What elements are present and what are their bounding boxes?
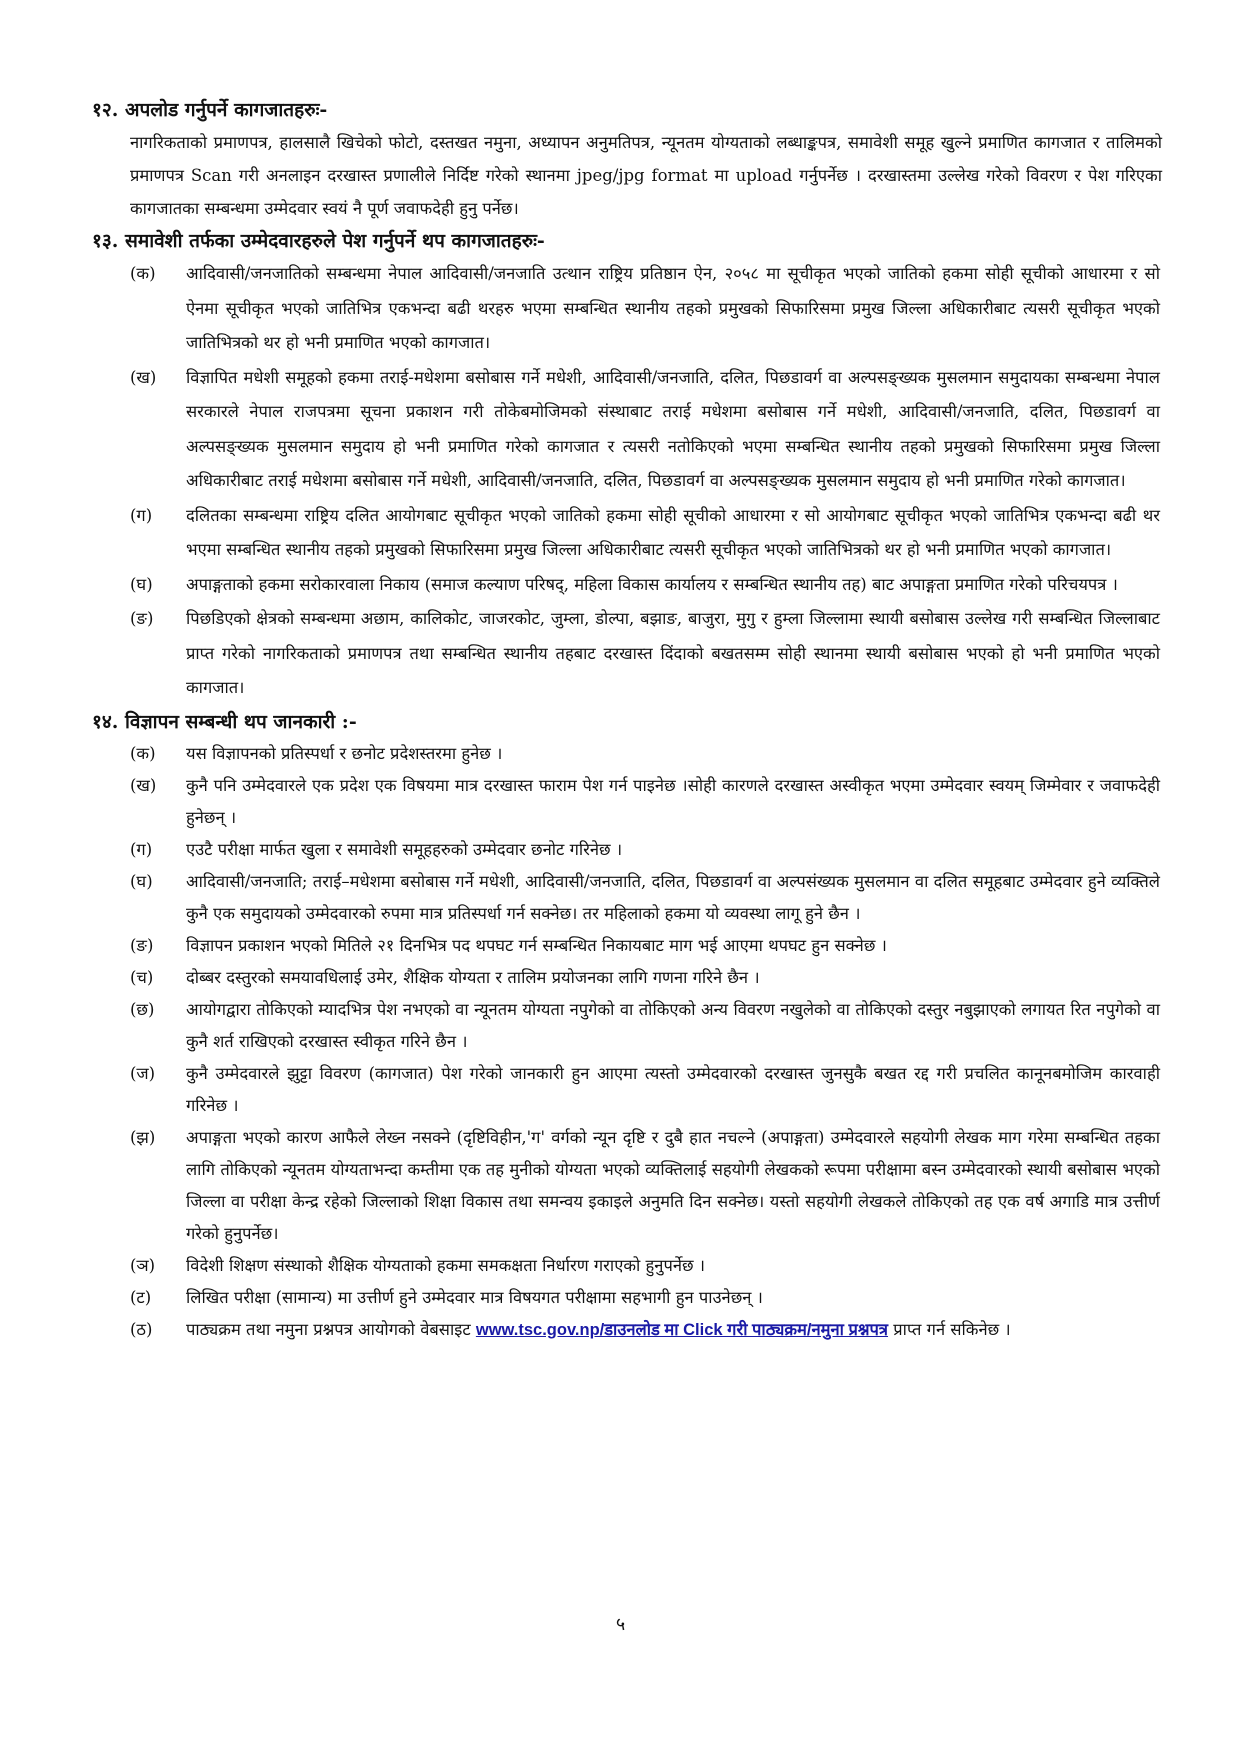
item-label: (झ)	[130, 1127, 156, 1147]
item-text: आदिवासी/जनजाति; तराई–मधेशमा बसोबास गर्ने मधेशी, आदिवासी/जनजाति, दलित, पिछडावर्ग वा अल्पसंख्यक मुसलमान वा दलित समूहबाट उम्मेदवार हुने व्यक्तिले कुनै एक समुदायको उम्मेदवारको रुपमा मात्र प्रतिस्पर्धा गर्न सक्नेछ। तर महिलाको हकमा यो व्यवस्था लागू हुने छैन ।	[186, 871, 1160, 923]
page-number: ५	[615, 1614, 626, 1635]
item-label: (ट)	[130, 1287, 152, 1307]
section-heading: १२. अपलोड गर्नुपर्ने कागजातहरुः-	[92, 99, 328, 121]
list-item	[92, 1314, 1162, 1346]
section-12	[92, 94, 1162, 225]
item-text: आदिवासी/जनजातिको सम्बन्धमा नेपाल आदिवासी/जनजाति उत्थान राष्ट्रिय प्रतिष्ठान ऐन, २०५८ मा सूचीकृत भएको जातिको हकमा सोही सूचीको आधारमा र सो ऐनमा सूचीकृत भएको जातिभित्र एकभन्दा बढी थरहरु भएमा सम्बन्धित स्थानीय तहको प्रमुखको सिफारिसमा प्रमुख जिल्ला अधिकारीबाट त्यसरी सूचीकृत भएको जातिभित्रको थर हो भनी प्रमाणित भएको कागजात।	[186, 264, 1160, 352]
item-label: (छ)	[130, 999, 155, 1019]
list-item	[92, 962, 1162, 994]
list-item	[92, 257, 1162, 361]
item-text: विज्ञापन प्रकाशन भएको मितिले २१ दिनभित्र पद थपघट गर्न सम्बन्धित निकायबाट माग भई आएमा थपघट हुन सक्नेछ ।	[186, 935, 887, 955]
item-text: विदेशी शिक्षण संस्थाको शैक्षिक योग्यताको हकमा समकक्षता निर्धारण गराएको हुनुपर्नेछ ।	[186, 1255, 706, 1275]
list-item	[92, 770, 1162, 834]
item-label: (घ)	[130, 871, 153, 891]
item-label: (ग)	[130, 839, 153, 859]
list-item	[92, 1122, 1162, 1250]
item-label: (ङ)	[130, 935, 154, 955]
item-label: (घ)	[130, 574, 153, 594]
item-label: (क)	[130, 743, 156, 763]
list-item	[92, 930, 1162, 962]
item-text: अपाङ्गता भएको कारण आफैले लेख्न नसक्ने (दृष्टिविहीन,'ग' वर्गको न्यून दृष्टि र दुबै हात नचल्ने (अपाङ्गता) उम्मेदवारले सहयोगी लेखक माग गरेमा सम्बन्धित तहका लागि तोकिएको न्यूनतम योग्यताभन्दा कम्तीमा एक तह मुनीको योग्यता भएको व्यक्तिलाई सहयोगी लेखकको रूपमा परीक्षामा बस्न उम्मेदवारको स्थायी बसोबास भएको जिल्ला वा परीक्षा केन्द्र रहेको जिल्लाको शिक्षा विकास तथा समन्वय इकाइले अनुमति दिन सक्नेछ। यस्तो सहयोगी लेखकले तोकिएको तह एक वर्ष अगाडि मात्र उत्तीर्ण गरेको हुनुपर्नेछ।	[186, 1127, 1160, 1243]
item-text: पिछडिएको क्षेत्रको सम्बन्धमा अछाम, कालिकोट, जाजरकोट, जुम्ला, डोल्पा, बझाङ, बाजुरा, मुगु र हुम्ला जिल्लामा स्थायी बसोबास उल्लेख गरी सम्बन्धित जिल्लाबाट प्राप्त गरेको नागरिकताको प्रमाणपत्र तथा सम्बन्धित स्थानीय तहबाट दरखास्त दिंदाको बखतसम्म सोही स्थानमा स्थायी बसोबास भएको हो भनी प्रमाणित भएको कागजात।	[186, 609, 1160, 697]
document-content	[92, 94, 1162, 1346]
item-text	[186, 1314, 1162, 1346]
item-label: (ङ)	[130, 609, 154, 628]
list-item	[92, 602, 1162, 706]
list-item	[92, 1282, 1162, 1314]
item-label: (ख)	[130, 775, 157, 795]
item-label: (च)	[130, 967, 154, 987]
item-text: अपाङ्गताको हकमा सरोकारवाला निकाय (समाज कल्याण परिषद्, महिला विकास कार्यालय र सम्बन्धित स्थानीय तह) बाट अपाङ्गता प्रमाणित गरेको परिचयपत्र ।	[186, 574, 1118, 594]
section-heading: १३. समावेशी तर्फका उम्मेदवारहरुले पेश गर्नुपर्ने थप कागजातहरुः-	[92, 230, 545, 252]
item-text: एउटै परीक्षा मार्फत खुला र समावेशी समूहहरुको उम्मेदवार छनोट गरिनेछ ।	[186, 839, 623, 859]
section-14	[92, 706, 1162, 1346]
section-heading: १४. विज्ञापन सम्बन्धी थप जानकारी :-	[92, 710, 357, 733]
item-text: लिखित परीक्षा (सामान्य) मा उत्तीर्ण हुने उम्मेदवार मात्र विषयगत परीक्षामा सहभागी हुन पाउनेछन् ।	[186, 1287, 763, 1307]
list-item	[92, 738, 1162, 770]
item-text: आयोगद्वारा तोकिएको म्यादभित्र पेश नभएको वा न्यूनतम योग्यता नपुगेको वा तोकिएको अन्य विवरण नखुलेको वा तोकिएको दस्तुर नबुझाएको लगायत रित नपुगेको वा कुनै शर्त राखिएको दरखास्त स्वीकृत गरिने छैन ।	[186, 999, 1160, 1051]
list-item	[92, 361, 1162, 499]
section-body: नागरिकताको प्रमाणपत्र, हालसालै खिचेको फोटो, दस्तखत नमुना, अध्यापन अनुमतिपत्र, न्यूनतम योग्यताको लब्धाङ्कपत्र, समावेशी समूह खुल्ने प्रमाणित कागजात र तालिमको प्रमाणपत्र Scan गरी अनलाइन दरखास्त प्रणालीले निर्दिष्ट गरेको स्थानमा jpeg/jpg format मा upload गर्नुपर्नेछ । दरखास्तमा उल्लेख गरेको विवरण र पेश गरिएका कागजातका सम्बन्धमा उम्मेदवार स्वयं नै पूर्ण जवाफदेही हुनु पर्नेछ।	[130, 133, 1162, 218]
list-item	[92, 866, 1162, 930]
item-text: विज्ञापित मधेशी समूहको हकमा तराई-मधेशमा बसोबास गर्ने मधेशी, आदिवासी/जनजाति, दलित, पिछडावर्ग वा अल्पसङ्ख्यक मुसलमान समुदायका सम्बन्धमा नेपाल सरकारले नेपाल राजपत्रमा सूचना प्रकाशन गरी तोकेबमोजिमको संस्थाबाट तराई मधेशमा बसोबास गर्ने मधेशी, आदिवासी/जनजाति, दलित, पिछडावर्ग वा अल्पसङ्ख्यक मुसलमान समुदाय हो भनी प्रमाणित गरेको कागजात र त्यसरी नतोकिएको भएमा सम्बन्धित स्थानीय तहको प्रमुखको सिफारिसमा प्रमुख जिल्ला अधिकारीबाट तराई मधेशमा बसोबास गर्ने मधेशी, आदिवासी/जनजाति, दलित, पिछडावर्ग वा अल्पसङ्ख्यक मुसलमान समुदाय हो भनी प्रमाणित गरेको कागजात।	[186, 367, 1160, 490]
item-text: कुनै पनि उम्मेदवारले एक प्रदेश एक विषयमा मात्र दरखास्त फाराम पेश गर्न पाइनेछ ।सोही कारणले दरखास्त अस्वीकृत भएमा उम्मेदवार स्वयम् जिम्मेवार र जवाफदेही हुनेछन् ।	[186, 775, 1160, 827]
item-text: यस विज्ञापनको प्रतिस्पर्धा र छनोट प्रदेशस्तरमा हुनेछ ।	[186, 743, 503, 763]
item-label: (ज)	[130, 1063, 156, 1083]
list-item	[92, 994, 1162, 1058]
item-label: (ग)	[130, 505, 153, 525]
item-label: (ञ)	[130, 1255, 156, 1275]
list-item	[92, 1058, 1162, 1122]
item-text: दलितका सम्बन्धमा राष्ट्रिय दलित आयोगबाट सूचीकृत भएको जातिको हकमा सोही सूचीको आधारमा र सो आयोगबाट सूचीकृत भएको जातिभित्र एकभन्दा बढी थर भएमा सम्बन्धित स्थानीय तहको प्रमुखको सिफारिसमा प्रमुख जिल्ला अधिकारीबाट त्यसरी सूचीकृत भएको जातिभित्रको थर हो भनी प्रमाणित भएको कागजात।	[186, 505, 1160, 559]
list-item	[92, 834, 1162, 866]
item-text-before-link: पाठ्यक्रम तथा नमुना प्रश्नपत्र आयोगको वेबसाइट	[186, 1319, 476, 1339]
item-text-after-link: प्राप्त गर्न सकिनेछ ।	[888, 1319, 1011, 1339]
section-13	[92, 225, 1162, 706]
item-label: (ख)	[130, 367, 157, 387]
list-item	[92, 499, 1162, 568]
list-item	[92, 1250, 1162, 1282]
list-item	[92, 568, 1162, 603]
item-text: कुनै उम्मेदवारले झुट्टा विवरण (कागजात) पेश गरेको जानकारी हुन आएमा त्यस्तो उम्मेदवारको दरखास्त जुनसुकै बखत रद्द गरी प्रचलित कानूनबमोजिम कारवाही गरिनेछ ।	[186, 1063, 1160, 1115]
item-text: दोब्बर दस्तुरको समयावधिलाई उमेर, शैक्षिक योग्यता र तालिम प्रयोजनका लागि गणना गरिने छैन ।	[186, 967, 760, 987]
tsc-website-link[interactable]: www.tsc.gov.np/डाउनलोड मा Click गरी पाठ्यक्रम/नमुना प्रश्नपत्र	[475, 1320, 889, 1339]
item-label: (क)	[130, 264, 156, 283]
item-label: (ठ)	[130, 1319, 153, 1339]
